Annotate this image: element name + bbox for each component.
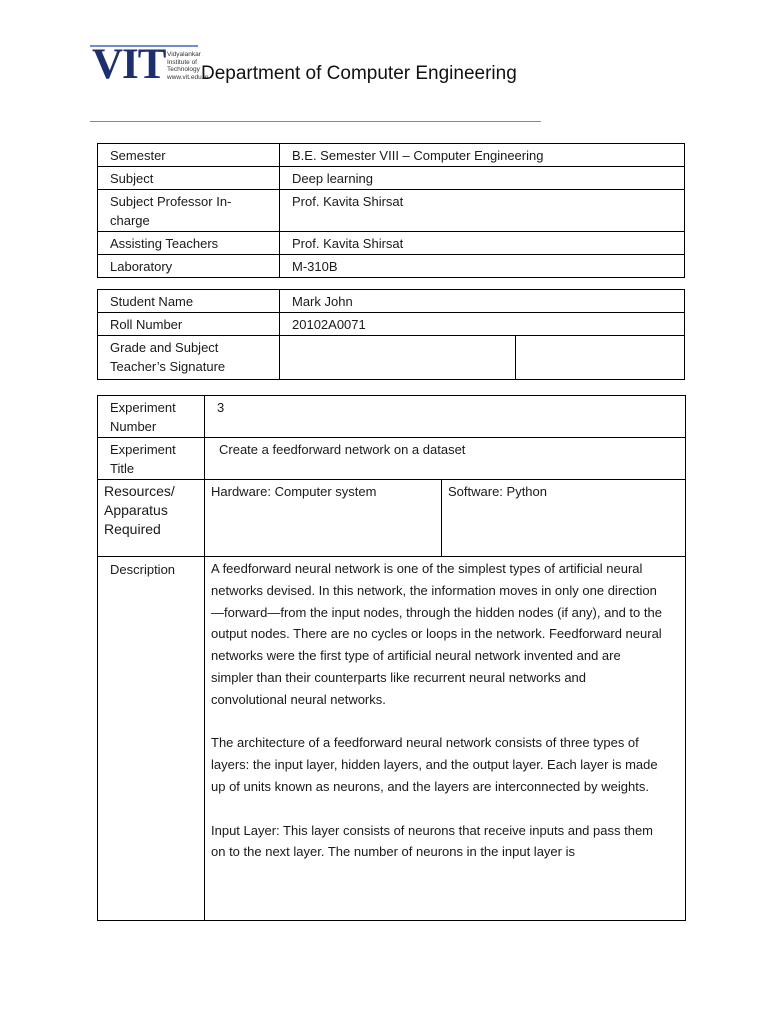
header-divider: [90, 121, 541, 122]
logo-line: www.vit.edu.in: [167, 73, 209, 81]
roll-number-value: 20102A0071: [280, 313, 685, 336]
table-row: [98, 396, 686, 438]
experiment-title-value: Create a feedforward network on a dataset: [205, 438, 686, 480]
student-name-value: Mark John: [280, 290, 685, 313]
row-label: Laboratory: [98, 255, 280, 278]
row-label: Semester: [98, 144, 280, 167]
grade-cell: [280, 336, 516, 380]
description-label: Description: [98, 557, 205, 921]
logo-line: Institute of: [167, 58, 197, 66]
resources-label: Resources/ Apparatus Required: [98, 480, 205, 557]
row-label: Assisting Teachers: [98, 232, 280, 255]
table-row: [98, 232, 685, 255]
table-row: [98, 480, 686, 557]
logo-line: Technology: [167, 66, 200, 73]
row-label: Subject: [98, 167, 280, 190]
software-value: Software: Python: [442, 480, 686, 557]
row-label: Subject Professor In-charge: [98, 190, 280, 232]
table-row: [98, 190, 685, 232]
row-label: Roll Number: [98, 313, 280, 336]
signature-cell: [516, 336, 685, 380]
table-row: [98, 557, 686, 921]
experiment-table: [97, 395, 686, 921]
row-value: Prof. Kavita Shirsat: [280, 232, 685, 255]
course-info-table: [97, 143, 685, 278]
row-label: Grade and Subject Teacher’s Signature: [98, 336, 280, 380]
row-value: B.E. Semester VIII – Computer Engineering: [280, 144, 685, 167]
table-row: [98, 144, 685, 167]
hardware-value: Hardware: Computer system: [205, 480, 442, 557]
vit-logo: [90, 41, 209, 90]
page-header: [90, 41, 550, 92]
row-value: Prof. Kavita Shirsat: [280, 190, 685, 232]
table-row: [98, 255, 685, 278]
experiment-number-label: Experiment Number: [98, 396, 205, 438]
row-value: M-310B: [280, 255, 685, 278]
description-content: [205, 557, 686, 921]
table-row: [98, 290, 685, 313]
description-paragraph: The architecture of a feedforward neural network consists of three types of layers: the input layer, hidden layers, and the output layer. Each layer is made up of units known as neurons, and the layers are interconnected by weights.: [211, 735, 658, 794]
table-row: [98, 438, 686, 480]
experiment-number-value: 3: [205, 396, 686, 438]
description-paragraph: A feedforward neural network is one of the simplest types of artificial neural networks devised. In this network, the information moves in only one direction—forward—from the input nodes, through the hidden nodes (if any), and to the output nodes. There are no cycles or loops in the network. Feedforward neural networks were the first type of artificial neural network invented and are simpler than their counterparts like recurrent neural networks and convolutional neural networks.: [211, 561, 662, 707]
logo-line: Vidyalankar: [167, 51, 201, 58]
table-row: [98, 167, 685, 190]
student-info-table: [97, 289, 685, 380]
description-paragraph: Input Layer: This layer consists of neurons that receive inputs and pass them on to the next layer. The number of neurons in the input layer is: [211, 822, 653, 860]
logo-text: VIT: [92, 41, 166, 88]
row-value: Deep learning: [280, 167, 685, 190]
department-title: Department of Computer Engineering: [201, 63, 517, 84]
table-row: [98, 313, 685, 336]
experiment-title-label: Experiment Title: [98, 438, 205, 480]
logo-institute-name: [167, 51, 209, 81]
row-label: Student Name: [98, 290, 280, 313]
table-row: [98, 336, 685, 380]
